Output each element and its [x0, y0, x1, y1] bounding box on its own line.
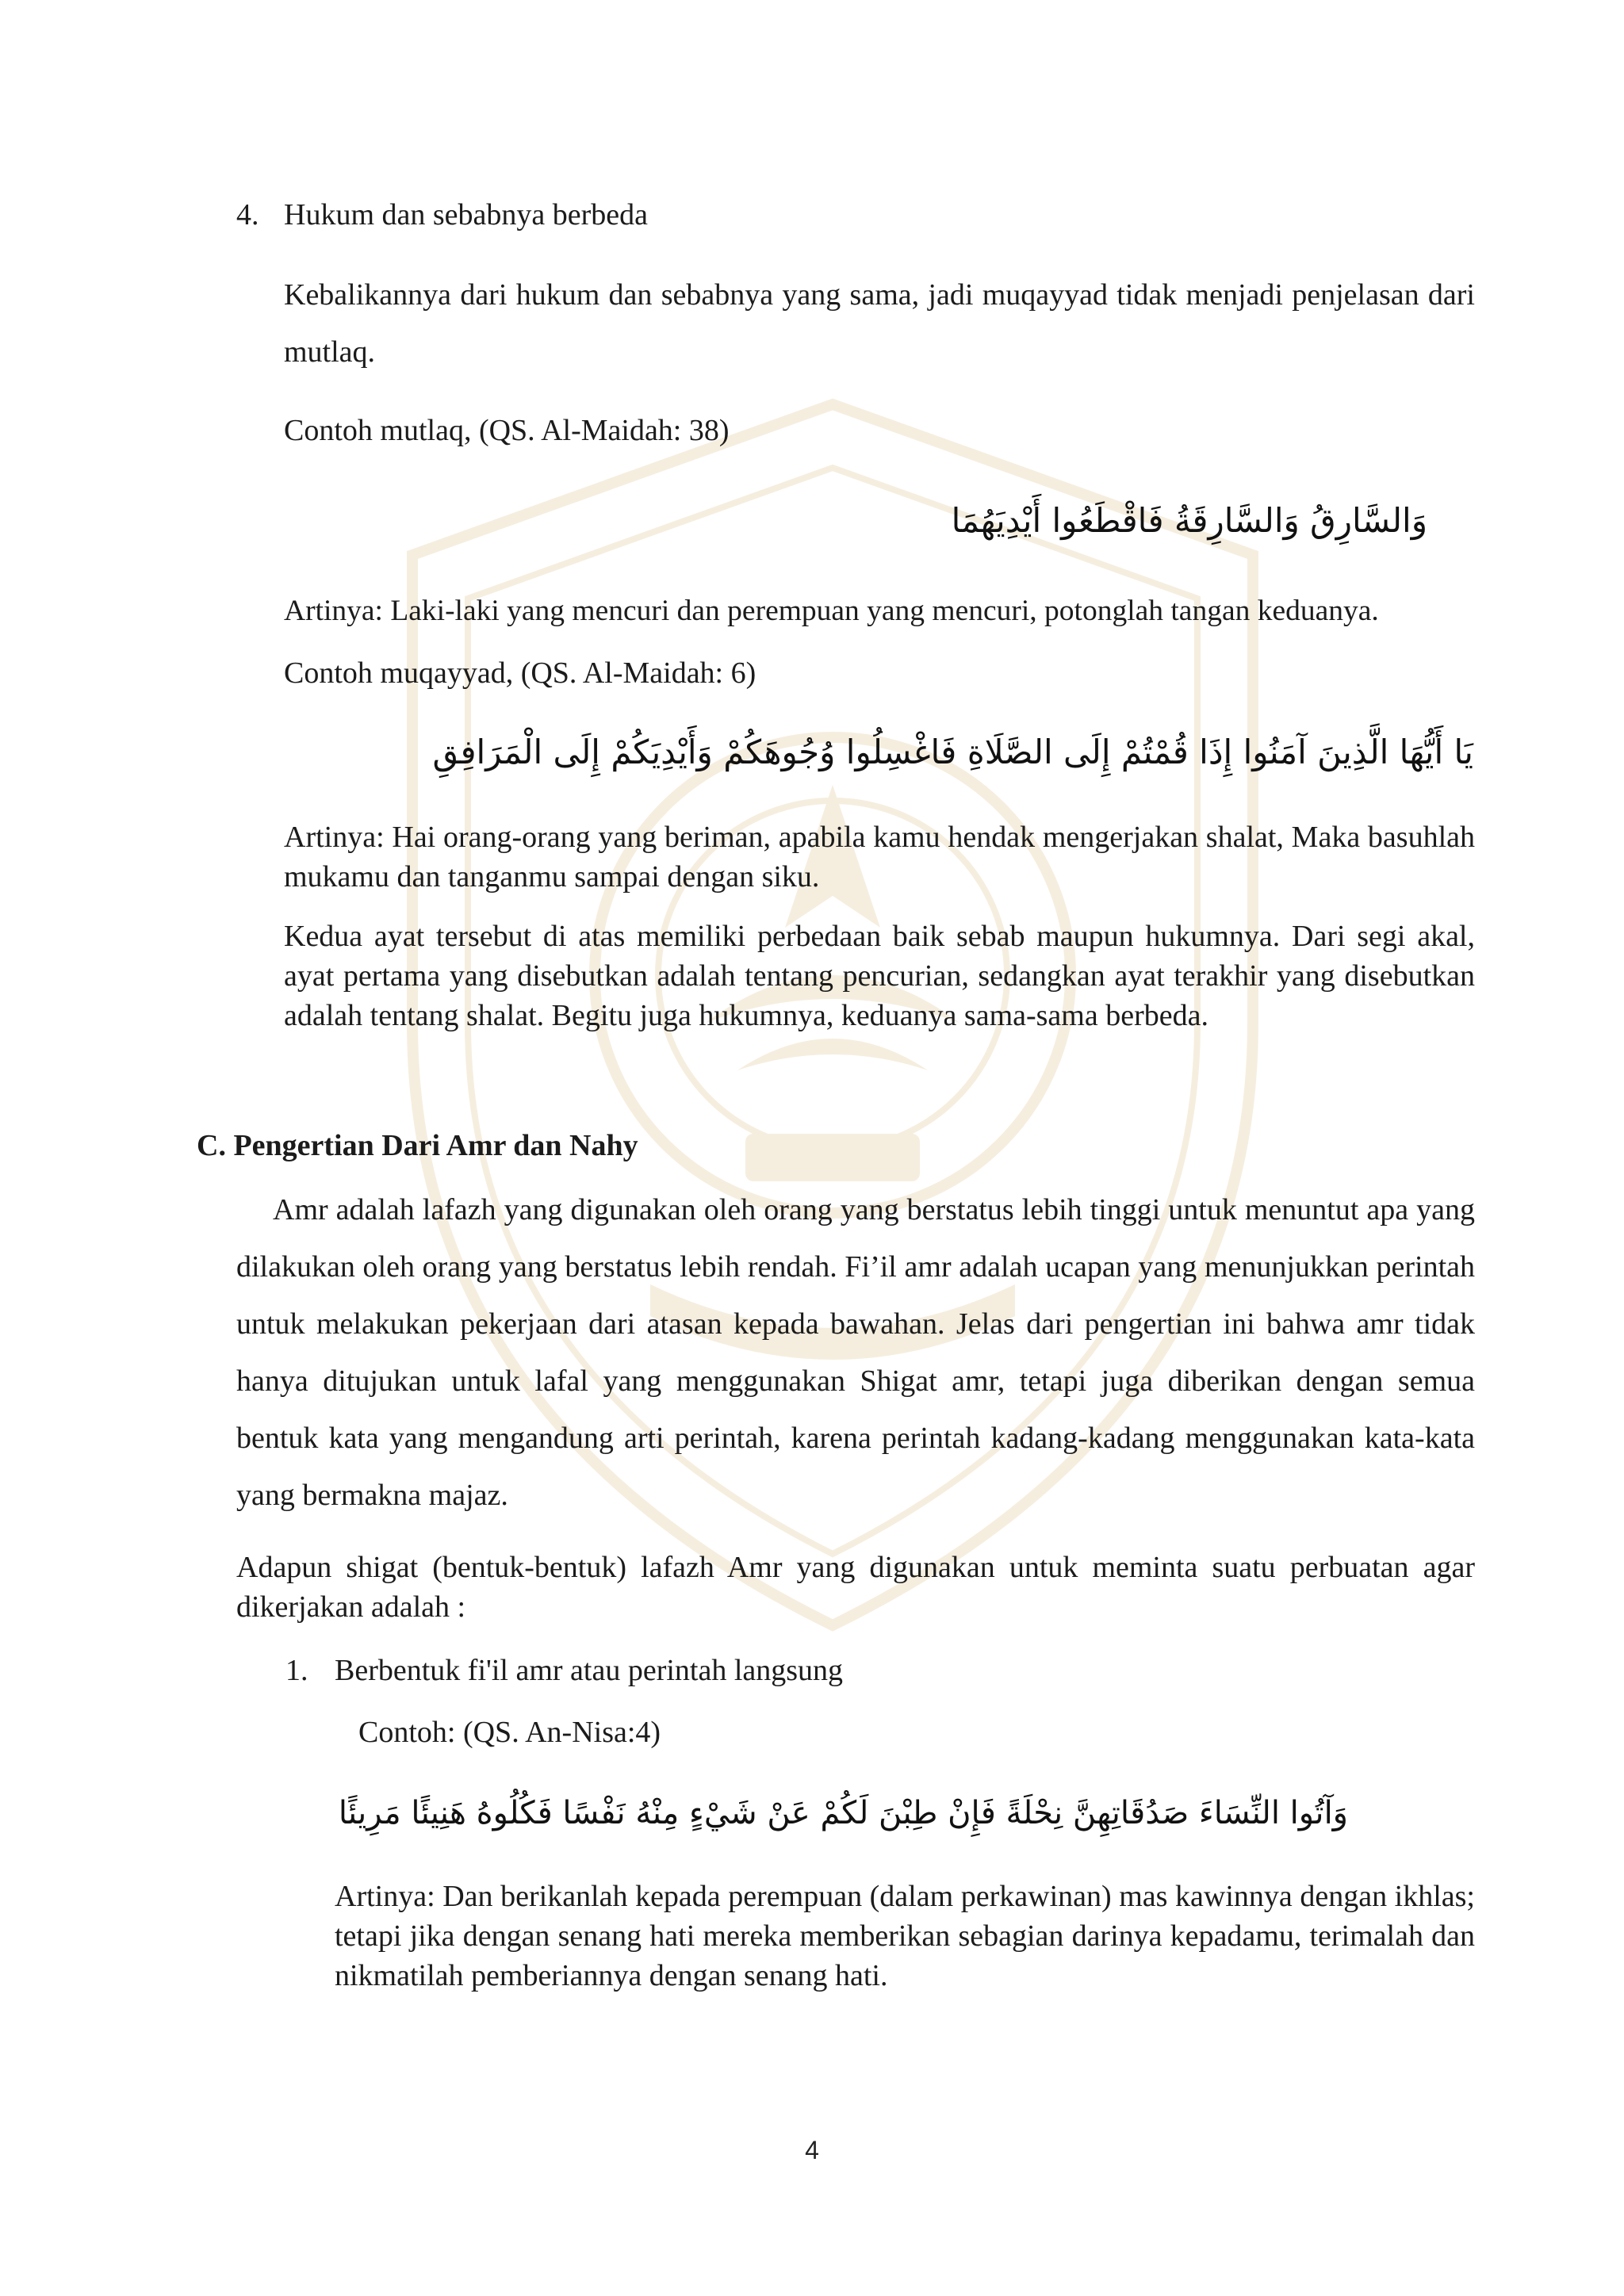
paragraph: Kedua ayat tersebut di atas memiliki perbedaan baik sebab maupun hukumnya. Dari segi akal, ayat pertama yang disebutkan adalah tentang pencurian, sedangkan ayat terakhir yang disebutkan adalah tentang shalat. Begitu juga hukumnya, keduanya sama-sama berbeda.: [284, 920, 1475, 1032]
paragraph: Kebalikannya dari hukum dan sebabnya yang sama, jadi muqayyad tidak menjadi penjelasan dari mutlaq.: [284, 278, 1475, 369]
list-number: 1.: [285, 1654, 308, 1687]
list-number: 4.: [236, 198, 259, 232]
verse-translation: Artinya: Dan berikanlah kepada perempuan (dalam perkawinan) mas kawinnya dengan ikhlas; tetapi jika dengan senang hati mereka memberikan sebagian darinya kepadamu, terimalah dan nikmatilah pemberiannya dengan senang hati.: [335, 1880, 1475, 1992]
arabic-verse: وَالسَّارِقُ وَالسَّارِقَةُ فَاقْطَعُوا أَيْدِيَهُمَا: [951, 501, 1427, 540]
example-label: Contoh muqayyad, (QS. Al-Maidah: 6): [284, 656, 756, 690]
paragraph: Amr adalah lafazh yang digunakan oleh orang yang berstatus lebih tinggi untuk menuntut apa yang dilakukan oleh orang yang berstatus lebih rendah. Fi’il amr adalah ucapan yang menunjukkan perintah untuk melakukan pekerjaan dari atasan kepada bawahan. Jelas dari pengertian ini bahwa amr tidak hanya ditujukan untuk lafal yang menggunakan Shigat amr, tetapi juga diberikan dengan semua bentuk kata yang mengandung arti perintah, karena perintah kadang-kadang menggunakan kata-kata yang bermakna majaz.: [236, 1193, 1475, 1512]
example-label: Contoh mutlaq, (QS. Al-Maidah: 38): [284, 414, 730, 447]
list-item-title: Berbentuk fi'il amr atau perintah langsung: [335, 1654, 844, 1687]
verse-translation: Artinya: Laki-laki yang mencuri dan perempuan yang mencuri, potonglah tangan keduanya.: [284, 595, 1379, 627]
example-label: Contoh: (QS. An-Nisa:4): [358, 1716, 661, 1749]
paragraph: Adapun shigat (bentuk-bentuk) lafazh Amr yang digunakan untuk meminta suatu perbuatan agar dikerjakan adalah :: [236, 1551, 1475, 1624]
list-item-title: Hukum dan sebabnya berbeda: [284, 198, 649, 232]
page-number: 4: [805, 2136, 819, 2164]
arabic-verse: يَا أَيُّهَا الَّذِينَ آمَنُوا إِذَا قُمْتُمْ إِلَى الصَّلَاةِ فَاغْسِلُوا وُجُوهَكُمْ وَأَيْدِيَكُمْ إِلَى الْمَرَافِقِ: [432, 733, 1473, 771]
arabic-verse: وَآتُوا النِّسَاءَ صَدُقَاتِهِنَّ نِحْلَةً فَإِنْ طِبْنَ لَكُمْ عَنْ شَيْءٍ مِنْهُ نَفْسًا فَكُلُوهُ هَنِيئًا مَرِيئًا: [338, 1795, 1348, 1831]
verse-translation: Artinya: Hai orang-orang yang beriman, apabila kamu hendak mengerjakan shalat, Maka basuhlah mukamu dan tanganmu sampai dengan siku.: [284, 821, 1475, 894]
section-heading: C. Pengertian Dari Amr dan Nahy: [197, 1129, 638, 1162]
